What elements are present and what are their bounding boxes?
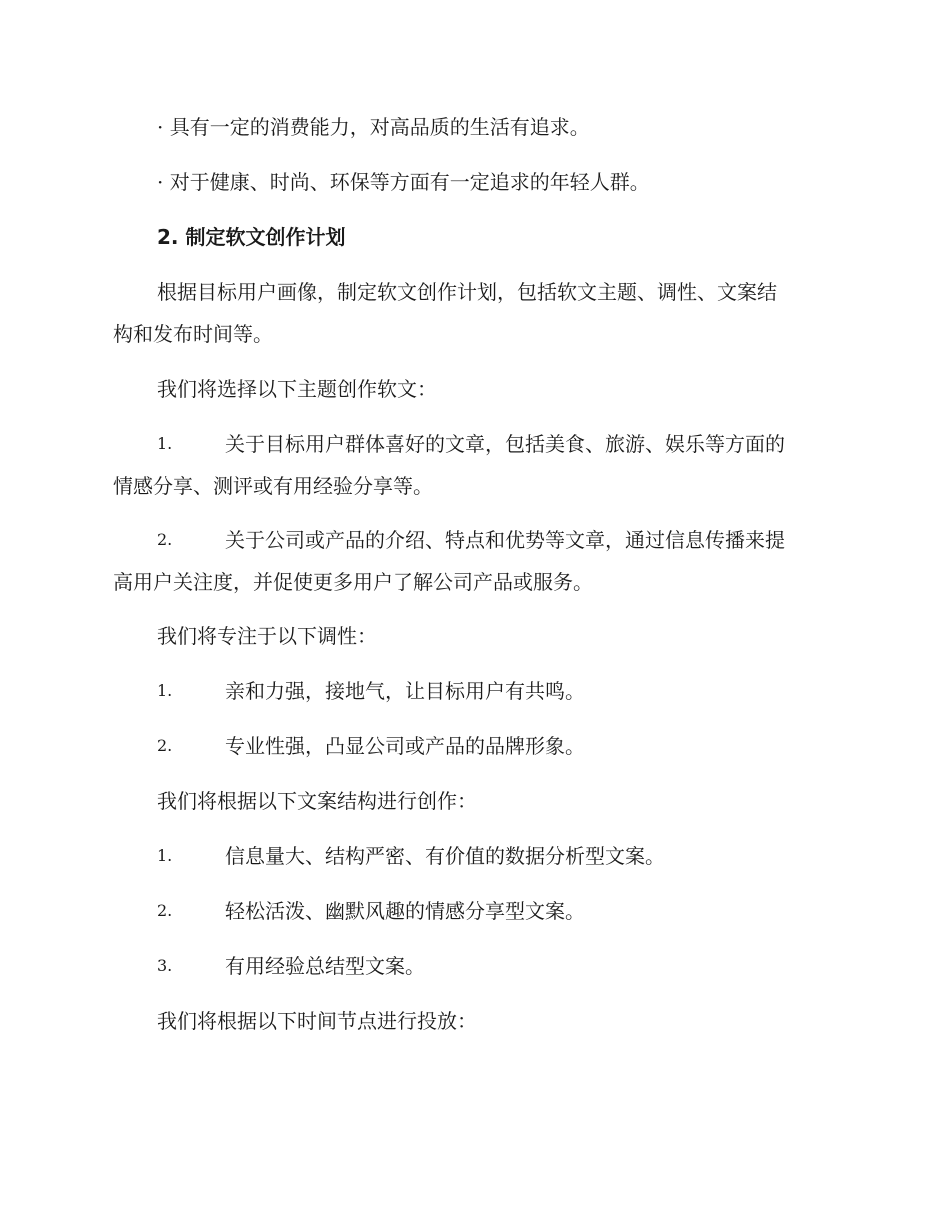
structures-lead: 我们将根据以下文案结构进行创作： — [157, 789, 477, 813]
item-number: 2. — [157, 901, 173, 920]
item-text: 关于公司或产品的介绍、特点和优势等文章，通过信息传播来提 — [225, 528, 785, 552]
timing-lead: 我们将根据以下时间节点进行投放： — [157, 1009, 477, 1033]
item-text: 信息量大、结构严密、有价值的数据分析型文案。 — [225, 844, 665, 868]
bullet-item: · 具有一定的消费能力，对高品质的生活有追求。 — [157, 115, 590, 139]
item-text-continued: 高用户关注度，并促使更多用户了解公司产品或服务。 — [113, 570, 593, 594]
section-heading: 2. 制定软文创作计划 — [157, 225, 346, 249]
item-text: 专业性强，凸显公司或产品的品牌形象。 — [225, 734, 585, 758]
item-number: 1. — [157, 846, 173, 865]
bullet-item: · 对于健康、时尚、环保等方面有一定追求的年轻人群。 — [157, 170, 650, 194]
paragraph-line: 根据目标用户画像，制定软文创作计划，包括软文主题、调性、文案结 — [157, 280, 777, 304]
item-number: 1. — [157, 434, 173, 453]
item-number: 3. — [157, 956, 173, 975]
item-text: 轻松活泼、幽默风趣的情感分享型文案。 — [225, 899, 585, 923]
item-number: 1. — [157, 681, 173, 700]
tones-lead: 我们将专注于以下调性： — [157, 624, 377, 648]
themes-lead: 我们将选择以下主题创作软文： — [157, 377, 437, 401]
item-text: 有用经验总结型文案。 — [225, 954, 425, 978]
item-text-continued: 情感分享、测评或有用经验分享等。 — [113, 474, 433, 498]
item-text: 关于目标用户群体喜好的文章，包括美食、旅游、娱乐等方面的 — [225, 432, 785, 456]
item-number: 2. — [157, 736, 173, 755]
item-number: 2. — [157, 530, 173, 549]
paragraph-line: 构和发布时间等。 — [113, 322, 273, 346]
item-text: 亲和力强，接地气，让目标用户有共鸣。 — [225, 679, 585, 703]
